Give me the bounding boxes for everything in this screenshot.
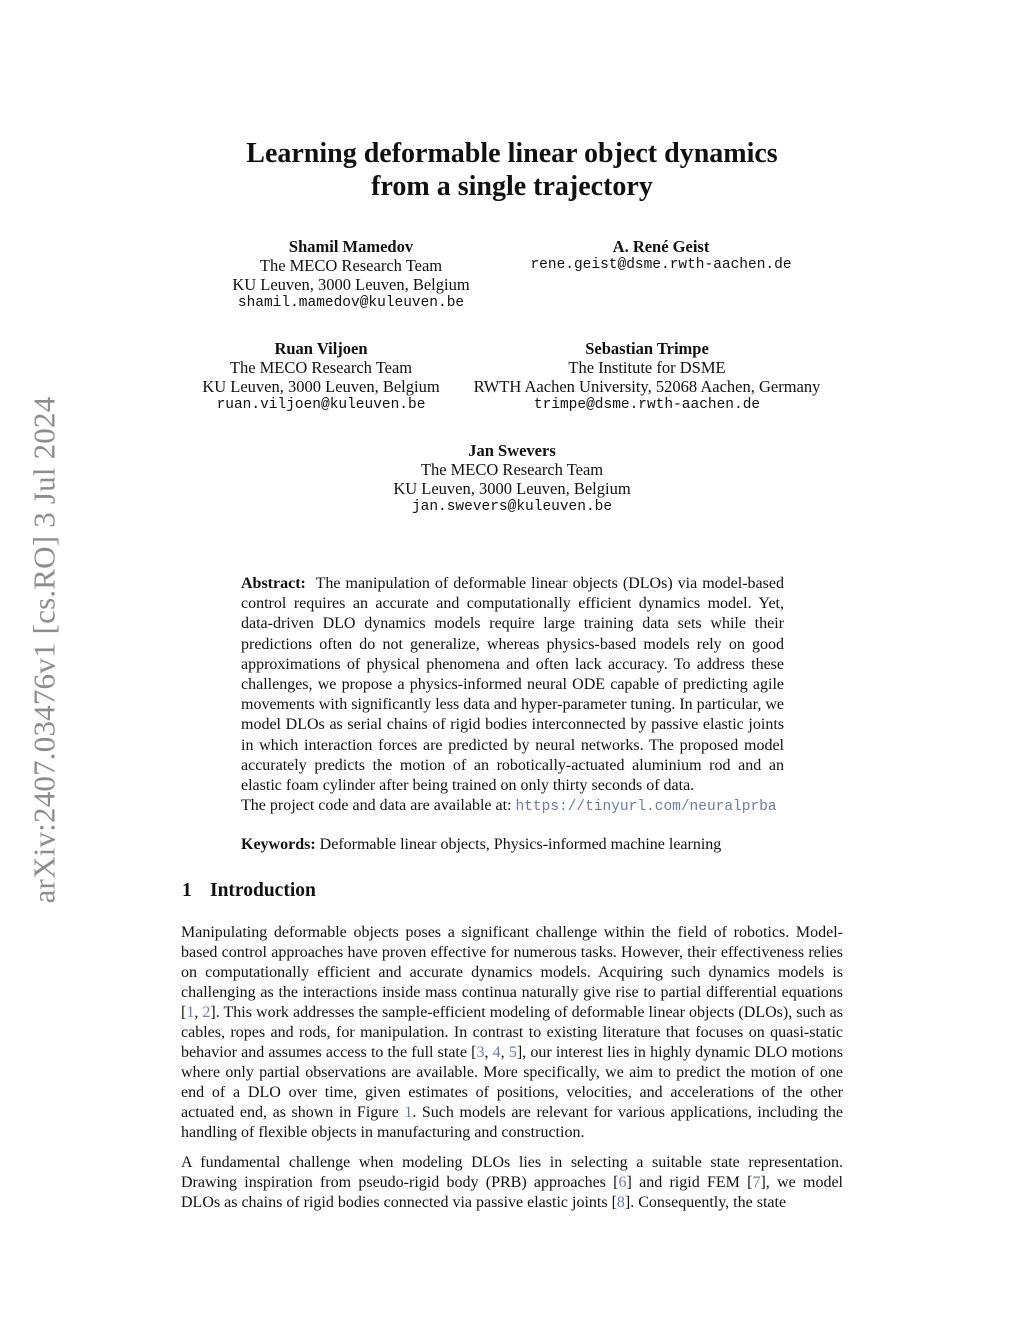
- author-block-swevers: [393, 441, 630, 517]
- author-address: KU Leuven, 3000 Leuven, Belgium: [232, 275, 470, 294]
- section-title: Introduction: [210, 880, 316, 901]
- citation-link[interactable]: 1: [186, 1004, 195, 1021]
- intro-paragraph-2: [181, 1153, 843, 1213]
- citation-link[interactable]: 8: [616, 1194, 625, 1211]
- author-email[interactable]: ruan.viljoen@kuleuven.be: [216, 397, 426, 413]
- project-code-link[interactable]: https://tinyurl.com/neuralprba: [515, 799, 777, 816]
- author-affiliation: The Institute for DSME: [568, 358, 726, 377]
- paragraph-text: ], we model DLOs as chains of rigid bodies connected via passive elastic joints [: [181, 1174, 843, 1211]
- author-block-mamedov: [232, 237, 469, 313]
- author-block-viljoen: [202, 339, 439, 415]
- citation-link[interactable]: 6: [618, 1174, 627, 1191]
- author-name: Sebastian Trimpe: [585, 339, 709, 358]
- paragraph-text: ]. Consequently, the state: [624, 1194, 787, 1211]
- citation-link[interactable]: 3: [476, 1044, 485, 1061]
- abstract-body: [241, 574, 784, 796]
- citation-link[interactable]: 5: [508, 1044, 517, 1061]
- paper-title: [182, 137, 842, 203]
- keywords-label: Keywords:: [241, 836, 316, 853]
- paragraph-text: ] and rigid FEM [: [626, 1174, 753, 1191]
- author-email[interactable]: shamil.mamedov@kuleuven.be: [237, 295, 465, 311]
- author-name: Shamil Mamedov: [288, 237, 414, 256]
- paragraph-text: ]. This work addresses the sample-efficient modeling of deformable linear objects (DLOs), such as cables, ropes and rods, for manipulation. In contrast to existing literature that focuses on quasi-static behavior and assumes access to the full state [: [181, 1004, 843, 1061]
- author-email[interactable]: rene.geist@dsme.rwth-aachen.de: [530, 257, 792, 273]
- author-address: KU Leuven, 3000 Leuven, Belgium: [202, 377, 440, 396]
- author-name: Ruan Viljoen: [274, 339, 368, 358]
- abstract-text: The manipulation of deformable linear objects (DLOs) via model-based control requires an accurate and computationally efficient dynamics model. Yet, data-driven DLO dynamics models require large training data sets while their predictions often do not generalize, whereas physics-based models rely on good approximations of physical phenomena and often lack accuracy. To address these challenges, we propose a physics-informed neural ODE capable of predicting agile movements with significantly less data and hyper-parameter tuning. In particular, we model DLOs as serial chains of rigid bodies interconnected by passive elastic joints in which interaction forces are predicted by neural networks. The proposed model accurately predicts the motion of an robotically-actuated aluminium rod and an elastic foam cylinder after being trained on only thirty seconds of data.: [241, 575, 784, 795]
- author-name: Jan Swevers: [468, 441, 556, 460]
- abstract: [241, 574, 784, 817]
- citation-separator: ,: [194, 1004, 203, 1021]
- intro-paragraph-1: [181, 923, 843, 1143]
- author-block-trimpe: [474, 339, 821, 415]
- author-affiliation: The MECO Research Team: [420, 460, 604, 479]
- section-heading-introduction: [182, 880, 316, 902]
- title-line-1: Learning deformable linear object dynamics: [246, 138, 778, 169]
- keywords-text: Deformable linear objects, Physics-informed machine learning: [319, 836, 722, 853]
- citation-separator: ,: [500, 1044, 509, 1061]
- keywords: [241, 835, 801, 855]
- author-address: RWTH Aachen University, 52068 Aachen, Germany: [473, 377, 821, 396]
- citation-link[interactable]: 2: [202, 1004, 211, 1021]
- paragraph-text: A fundamental challenge when modeling DLOs lies in selecting a suitable state representation. Drawing inspiration from pseudo-rigid body (PRB) approaches [: [181, 1154, 843, 1191]
- citation-link[interactable]: 7: [752, 1174, 761, 1191]
- paragraph-text: . Such models are relevant for various applications, including the handling of flexible objects in manufacturing and construction.: [181, 1104, 844, 1141]
- abstract-code-line: [241, 796, 784, 817]
- abstract-label: Abstract:: [241, 575, 306, 592]
- author-affiliation: The MECO Research Team: [259, 256, 443, 275]
- section-number: 1: [182, 880, 192, 901]
- arxiv-identifier: [24, 372, 64, 928]
- author-email[interactable]: trimpe@dsme.rwth-aachen.de: [533, 397, 761, 413]
- paragraph-text: Manipulating deformable objects poses a significant challenge within the field of robotics. Model-based control approaches have proven effective for numerous tasks. However, their effectiveness relies on computationally efficient and accurate dynamics models. Acquiring such dynamics models is challenging as the interactions inside mass continua naturally give rise to partial differential equations [: [181, 924, 843, 1021]
- author-affiliation: The MECO Research Team: [229, 358, 413, 377]
- code-availability-text: The project code and data are available at:: [241, 797, 512, 815]
- author-email[interactable]: jan.swevers@kuleuven.be: [411, 499, 613, 515]
- author-address: KU Leuven, 3000 Leuven, Belgium: [393, 479, 631, 498]
- arxiv-identifier-text: arXiv:2407.03476v1 [cs.RO] 3 Jul 2024: [26, 396, 61, 904]
- figure-reference-link[interactable]: 1: [404, 1104, 413, 1121]
- paragraph-text: ], our interest lies in highly dynamic DLO motions where only partial observations are available. More specifically, we aim to predict the motion of one end of a DLO over time, given estimates of positions, velocities, and accelerations of the other actuated end, as shown in Figure: [181, 1044, 844, 1121]
- title-line-2: from a single trajectory: [371, 171, 653, 202]
- citation-separator: ,: [484, 1044, 493, 1061]
- author-name: A. René Geist: [612, 237, 710, 256]
- citation-link[interactable]: 4: [492, 1044, 501, 1061]
- author-block-geist: [530, 237, 791, 275]
